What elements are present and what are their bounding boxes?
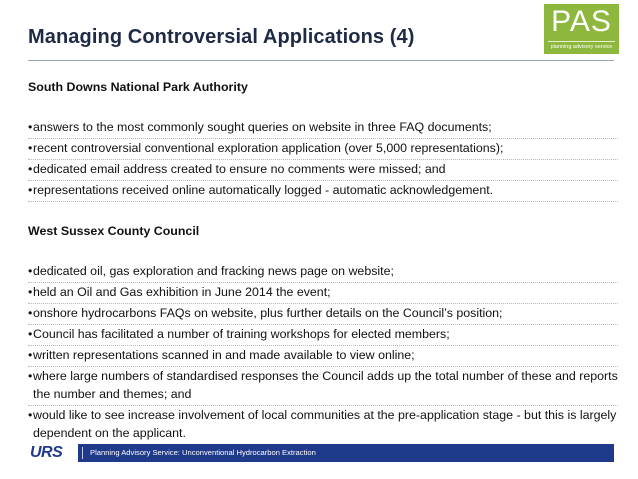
bullet-icon: • (28, 141, 33, 155)
bullet-icon: • (28, 264, 33, 278)
footer-bar (78, 444, 614, 462)
list-item-text: dedicated email address created to ensure no comments were missed; and (33, 162, 446, 176)
list-item (28, 118, 618, 139)
list-item (28, 160, 618, 181)
section-heading-south-downs: South Downs National Park Authority (28, 80, 248, 94)
bullet-icon: • (28, 327, 33, 341)
logo-subtitle: planning advisory service (550, 44, 613, 50)
bullet-icon: • (28, 120, 33, 134)
list-item-text: Council has facilitated a number of training workshops for elected members; (33, 327, 450, 341)
title-divider (28, 60, 614, 61)
list-item-text: held an Oil and Gas exhibition in June 2014 the event; (33, 285, 331, 299)
footer (0, 444, 638, 462)
list-item-text: would like to see increase involvement of local communities at the pre-application stage - but this is largely dependent on the applicant. (33, 408, 617, 440)
footer-text: Planning Advisory Service: Unconventional Hydrocarbon Extraction (90, 448, 316, 457)
footer-divider (82, 447, 83, 459)
bullet-icon: • (28, 162, 33, 176)
bullet-icon: • (28, 285, 33, 299)
list-item (28, 325, 618, 346)
pas-logo (544, 4, 619, 54)
logo-text: PAS (551, 5, 612, 38)
list-item (28, 283, 618, 304)
list-item (28, 367, 618, 406)
list-item-text: recent controversial conventional exploration application (over 5,000 representations); (33, 141, 504, 155)
logo-divider (548, 41, 615, 42)
list-item (28, 181, 618, 202)
list-item (28, 262, 618, 283)
list-item-text: where large numbers of standardised responses the Council adds up the total number of these and reports the number and themes; and (33, 369, 618, 401)
slide-content (28, 78, 618, 444)
list-item-text: onshore hydrocarbons FAQs on website, plus further details on the Council’s position; (33, 306, 503, 320)
spacer (28, 98, 618, 118)
list-item-text: written representations scanned in and made available to view online; (33, 348, 415, 362)
list-item (28, 346, 618, 367)
section-heading-west-sussex: West Sussex County Council (28, 224, 200, 238)
bullet-icon: • (28, 408, 33, 422)
spacer (28, 242, 618, 262)
list-item (28, 304, 618, 325)
bullet-icon: • (28, 183, 33, 197)
page-title: Managing Controversial Applications (4) (28, 26, 415, 48)
list-item (28, 406, 618, 444)
bullet-icon: • (28, 369, 33, 383)
list-item-text: answers to the most commonly sought queries on website in three FAQ documents; (33, 120, 492, 134)
urs-logo-text: URS (30, 444, 63, 461)
bullet-icon: • (28, 306, 33, 320)
spacer (28, 202, 618, 222)
list-item-text: representations received online automatically logged - automatic acknowledgement. (33, 183, 494, 197)
list-item (28, 139, 618, 160)
bullet-icon: • (28, 348, 33, 362)
list-item-text: dedicated oil, gas exploration and fracking news page on website; (33, 264, 394, 278)
